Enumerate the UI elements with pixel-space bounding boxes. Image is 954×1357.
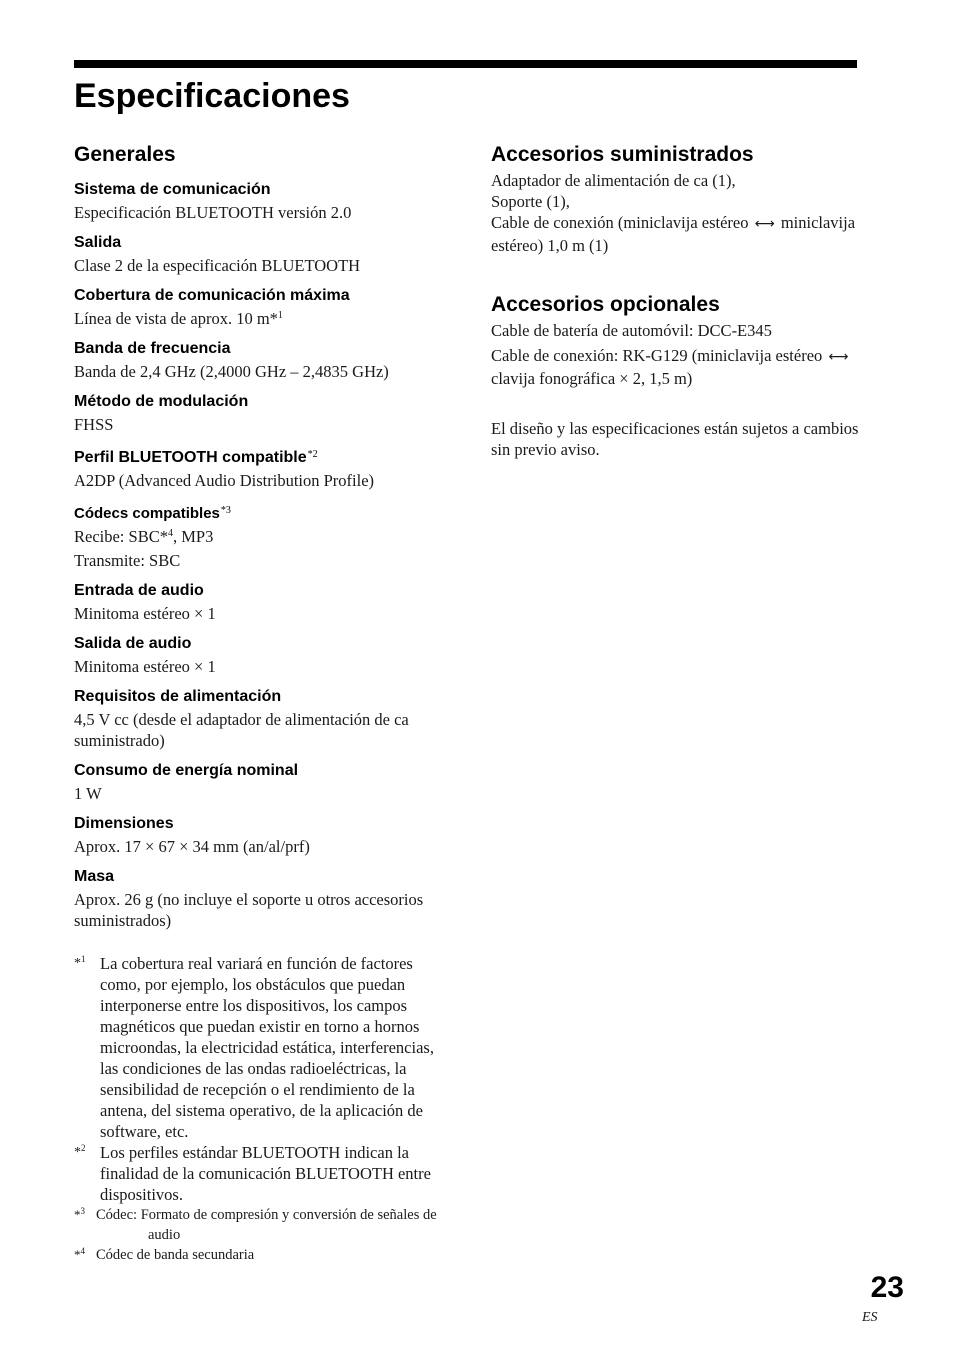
spec-label — [74, 444, 444, 468]
footnote-asterisk: * — [74, 1247, 81, 1262]
footnote-text: La cobertura real variará en función de factores como, por ejemplo, los obstáculos que puedan interponerse entre los dispositivos, los campos magnéticos que puedan existir en torno a hornos microondas, la electricidad estática, interferencias, las condiciones de las ondas radioeléctricas, la sensibilidad de recepción o el rendimiento de la antena, del sistema operativo, de la aplicación de software, etc. — [100, 954, 434, 1141]
footnote — [74, 1245, 444, 1265]
spec-value — [74, 308, 444, 329]
section-heading-generales: Generales — [74, 143, 176, 166]
title-rule — [74, 60, 857, 68]
page-number: 23 — [870, 1271, 904, 1304]
footnote-text: Los perfiles estándar BLUETOOTH indican la finalidad de la comunicación BLUETOOTH entre dispositivos. — [100, 1143, 431, 1204]
spec-value: Aprox. 26 g (no incluye el soporte u otros accesorios suministrados) — [74, 890, 424, 930]
footnote-number: 2 — [81, 1143, 86, 1153]
spec-value: Banda de 2,4 GHz (2,4000 GHz – 2,4835 GHz) — [74, 362, 389, 381]
spec-value: Transmite: SBC — [74, 551, 181, 570]
spec-label: Salida de audio — [74, 635, 192, 652]
footnote-asterisk: * — [74, 956, 81, 971]
section-heading-accesorios-opcionales: Accesorios opcionales — [491, 293, 720, 316]
spec-value: A2DP (Advanced Audio Distribution Profile) — [74, 471, 375, 490]
left-column — [74, 140, 444, 1265]
spec-value-text: , MP3 — [172, 527, 214, 546]
spec-value: Clase 2 de la especificación BLUETOOTH — [74, 256, 361, 275]
supplied-item: Adaptador de alimentación de ca (1), — [491, 171, 736, 190]
spec-label: Requisitos de alimentación — [74, 688, 282, 705]
spec-label: Dimensiones — [74, 815, 174, 832]
footnote-asterisk: * — [74, 1145, 81, 1160]
footnote-number: 4 — [80, 1246, 85, 1256]
spec-value: Especificación BLUETOOTH versión 2.0 — [74, 203, 352, 222]
spec-value: Minitoma estéreo × 1 — [74, 604, 216, 623]
spec-value — [74, 526, 444, 547]
spec-label-text: Perfil BLUETOOTH compatible — [74, 449, 307, 466]
right-column — [491, 140, 861, 460]
footnote-ref: 1 — [277, 310, 283, 321]
footnote-text: Códec de banda secundaria — [96, 1247, 255, 1263]
optional-item: Cable de batería de automóvil: DCC-E345 — [491, 321, 772, 340]
double-arrow-icon: ⟷ — [828, 349, 849, 365]
footnote — [74, 1142, 444, 1205]
supplied-accessories — [491, 170, 861, 256]
footnote-mark — [74, 1205, 96, 1245]
supplied-item: Soporte (1), — [491, 192, 570, 211]
spec-value: 1 W — [74, 784, 102, 803]
footnote-mark — [74, 1245, 96, 1265]
optional-item-text: clavija fonográfica × 2, 1,5 m) — [491, 369, 693, 388]
footnote-asterisk: * — [74, 1207, 81, 1222]
spec-label-text: Códecs compatibles — [74, 505, 220, 522]
spec-label — [74, 500, 444, 524]
supplied-item-text: miniclavija estéreo) 1,0 m (1) — [491, 213, 856, 255]
spec-label: Método de modulación — [74, 393, 249, 410]
spec-value-text: Línea de vista de aprox. 10 m* — [74, 309, 278, 328]
spec-label: Sistema de comunicación — [74, 181, 271, 198]
footnotes — [74, 953, 444, 1265]
footnote-mark — [74, 953, 100, 1142]
spec-label: Cobertura de comunicación máxima — [74, 287, 350, 304]
spec-value-text: Recibe: SBC* — [74, 527, 168, 546]
footnote — [74, 1205, 444, 1245]
footnote-ref: *2 — [307, 449, 318, 460]
supplied-item — [491, 212, 861, 256]
page-title: Especificaciones — [74, 77, 350, 115]
footnote-ref: 4 — [167, 528, 173, 539]
footnote — [74, 953, 444, 1142]
optional-item-text: Cable de conexión: RK-G129 (miniclavija estéreo — [491, 346, 823, 365]
spec-value: FHSS — [74, 415, 114, 434]
spec-value: Aprox. 17 × 67 × 34 mm (an/al/prf) — [74, 837, 310, 856]
spec-label: Masa — [74, 868, 115, 885]
footnote-mark — [74, 1142, 100, 1205]
footnote-text: Códec: Formato de compresión y conversión de señales de audio — [96, 1207, 437, 1243]
optional-item — [491, 345, 861, 389]
spec-label: Salida — [74, 234, 122, 251]
section-heading-accesorios-suministrados: Accesorios suministrados — [491, 143, 754, 166]
supplied-item-text: Cable de conexión (miniclavija estéreo — [491, 213, 749, 232]
spec-label: Entrada de audio — [74, 582, 204, 599]
footnote-number: 3 — [80, 1206, 85, 1216]
spec-label: Banda de frecuencia — [74, 340, 231, 357]
notice-text: El diseño y las especificaciones están sujetos a cambios sin previo aviso. — [491, 419, 859, 459]
spec-label: Consumo de energía nominal — [74, 762, 299, 779]
language-code: ES — [862, 1310, 878, 1325]
spec-value: Minitoma estéreo × 1 — [74, 657, 216, 676]
double-arrow-icon: ⟷ — [754, 216, 775, 232]
footnote-ref: *3 — [220, 505, 231, 516]
footnote-number: 1 — [81, 954, 86, 964]
spec-value: 4,5 V cc (desde el adaptador de alimentación de ca suministrado) — [74, 710, 409, 750]
